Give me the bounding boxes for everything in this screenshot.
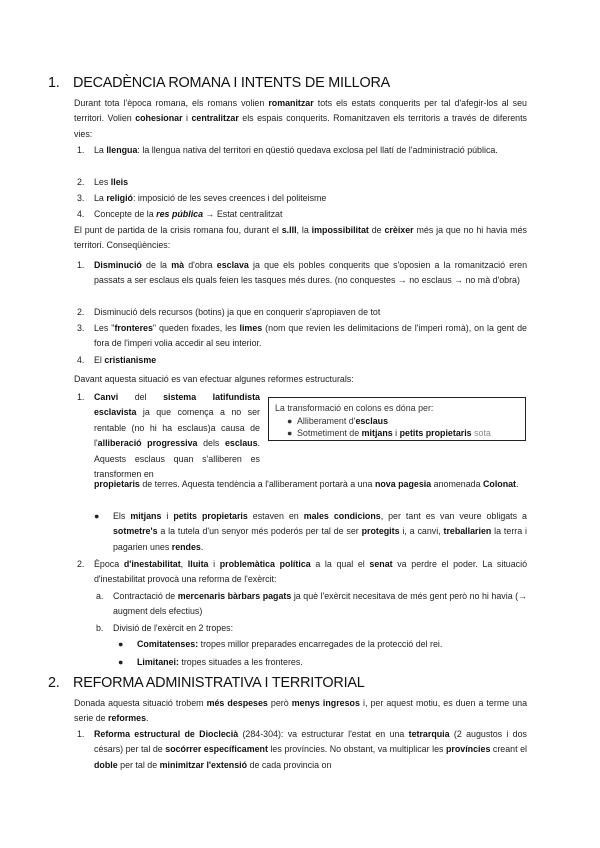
list-item: a. Contractació de mercenaris bàrbars pagats ja què l'exèrcit necesitava de més gent però no hi havia (→ augment dels efectius) bbox=[96, 591, 527, 617]
section-title: DECADÈNCIA ROMANA I INTENTS DE MILLORA bbox=[73, 75, 391, 91]
list-item: ● Els mitjans i petits propietaris estaven en males condicions, per tant es van veure obligats a sotmetre's a la tutela d'un senyor més poderós per tal de ser protegits i, a canvi, treballarien la terra i pagarien unes rendes. bbox=[94, 511, 527, 552]
list-item: 4. Concepte de la res pública → Estat centralitzat bbox=[77, 209, 283, 219]
crisis-paragraph: El punt de partida de la crisis romana fou, durant el s.III, la impossibilitat de crèixer més ja que no hi havia més territori. Conseqüències: bbox=[74, 225, 527, 251]
box-bullet: ● Alliberament d'esclaus bbox=[287, 415, 389, 426]
section-2-intro: Donada aquesta situació trobem més despeses però menys ingresos i, per aquest motiu, es duen a terme una serie de reformes. bbox=[74, 698, 528, 724]
list-item: ● Comitatenses: tropes millor preparades encarregades de la protecció del rei. bbox=[118, 639, 443, 649]
section-number: 1. bbox=[48, 75, 60, 91]
box-title: La transformació en colons es dóna per: bbox=[275, 403, 434, 413]
list-item: ● Limitanei: tropes situades a les fronteres. bbox=[118, 657, 303, 667]
list-item: 1. Reforma estructural de Dioclecià (284-304): va estructurar l'estat en una tetrarquia (2 augustos i dos césars) per tal de socórrer específicament les províncies. No obstant, va multiplicar les províncies creant el doble per tal de minimitzar l'extensió de cada provincia on bbox=[77, 729, 528, 770]
list-item: b. Divisió de l'exèrcit en 2 tropes: bbox=[96, 623, 234, 633]
reform-1: 1. Canvi del sistema latifundista esclavista ja que comença a no ser rentable (no hi ha esclaus)a causa de l'alliberació progressiva dels esclaus. Aquests esclaus quan s'alliberen es transformen en bbox=[77, 392, 260, 480]
list-item: 3. La religió: imposició de les seves creences i del politeisme bbox=[77, 193, 327, 203]
reform-1-continued: propietaris de terres. Aquesta tendència a l'alliberament portarà a una nova pagesia anomenada Colonat. bbox=[94, 479, 519, 489]
list-item: 2. Disminució dels recursos (botins) ja que en conquerir s'apropiaven de tot bbox=[77, 307, 381, 317]
section-2-heading bbox=[48, 675, 365, 691]
list-item: 3. Les "fronteres" queden fixades, les limes (nom que revien les delimitacions de l'imperi romà), on la gent de fora de l'imperi volia accedir al seu interior. bbox=[77, 323, 527, 349]
box-bullet: ● Sotmetiment de mitjans i petits propietaris sota bbox=[287, 428, 491, 438]
section-number: 2. bbox=[48, 675, 60, 691]
colonat-box bbox=[268, 397, 526, 441]
list-item: 1. Disminució de la mà d'obra esclava ja que els pobles conquerits que s'oposien a la romanització eren passats a ser esclaus els quals feien les tasques més dures. (no conquestes → no esclaus → no mà d'obra) bbox=[77, 260, 528, 286]
list-item: 2. Les lleis bbox=[77, 177, 129, 187]
section-1-heading bbox=[48, 75, 390, 91]
reform-2: 2. Època d'inestabilitat, lluita i problemàtica política a la qual el senat va perdre el poder. La situació d'inestabilitat provocà una reforma de l'exèrcit: bbox=[77, 559, 528, 585]
list-item: 4. El cristianisme bbox=[77, 355, 157, 365]
reforms-intro: Davant aquesta situació es van efectuar algunes reformes estructurals: bbox=[74, 374, 354, 384]
section-title: REFORMA ADMINISTRATIVA I TERRITORIAL bbox=[73, 675, 365, 691]
intro-paragraph: Durant tota l'època romana, els romans volien romanitzar tots els estats conquerits per tal d'afegir-los al seu territori. Volien cohesionar i centralitzar els espais conquerits. Romanitzaven els territoris a través de diferents vies: bbox=[74, 98, 527, 139]
list-item: 1. La llengua: la llengua nativa del territori en qüestió quedava exclosa pel llatí de l'administració pública. bbox=[77, 145, 498, 155]
